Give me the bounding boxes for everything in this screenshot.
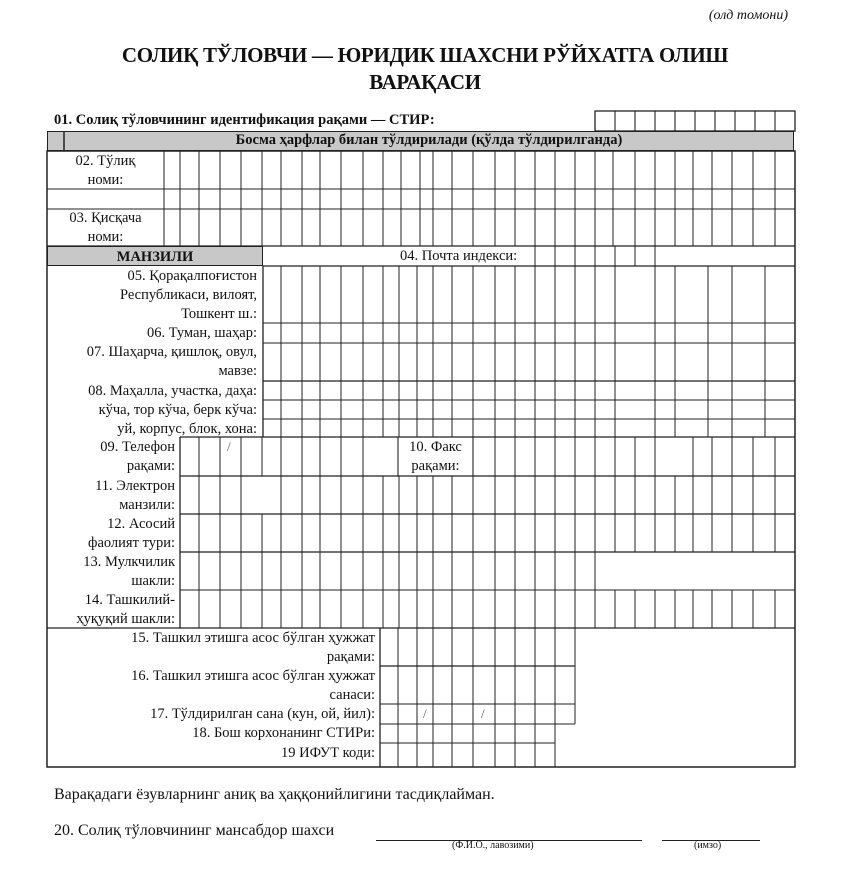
postal-index-input[interactable] xyxy=(535,246,655,266)
ifut-code-input[interactable] xyxy=(380,743,555,767)
ownership-form-input[interactable] xyxy=(180,552,595,590)
fill-date-separator-2: / xyxy=(481,706,485,721)
address-section-header: МАНЗИЛИ xyxy=(47,246,263,266)
region-label: 05. Қорақалпоғистон Республикаси, вилоят, Тошкент ш.: xyxy=(120,268,257,322)
official-name-input[interactable] xyxy=(376,823,642,839)
founding-doc-date-label: 16. Ташкил этишга асос бўлган ҳужжат санаси: xyxy=(131,668,375,703)
settlement-input[interactable] xyxy=(263,343,795,381)
district-label: 06. Туман, шаҳар: xyxy=(146,325,257,341)
phone-label: 09. Телефон рақами: xyxy=(100,439,175,474)
full-name-label: 02. Тўлиқ номи: xyxy=(75,153,136,188)
legal-form-label: 14. Ташкилий- ҳуқуқий шакли: xyxy=(76,592,175,627)
founding-doc-date-input[interactable] xyxy=(380,666,575,704)
region-input[interactable] xyxy=(263,266,795,323)
official-label: 20. Солиқ тўловчининг мансабдор шахси xyxy=(54,822,335,839)
founding-doc-number-input[interactable] xyxy=(380,628,575,666)
fill-date-input[interactable] xyxy=(380,704,575,724)
fill-date-separator-1: / xyxy=(423,706,427,721)
postal-index-label: 04. Почта индекси: xyxy=(400,248,518,264)
parent-company-stir-input[interactable] xyxy=(380,724,555,743)
confirmation-statement: Варақадаги ёзувларнинг аниқ ва ҳаққонийлигини тасдиқлайман. xyxy=(54,786,495,803)
signature-input[interactable] xyxy=(662,823,760,839)
title-line-2: ВАРАҚАСИ xyxy=(369,70,481,94)
title-line-1: СОЛИҚ ТЎЛОВЧИ — ЮРИДИК ШАХСНИ РЎЙХАТГА ОЛИШ xyxy=(121,43,729,67)
fax-label: 10. Факс рақами: xyxy=(409,439,462,474)
settlement-label: 07. Шаҳарча, қишлоқ, овул, мавзе: xyxy=(86,344,257,379)
main-activity-label: 12. Асосий фаолият тури: xyxy=(88,516,175,551)
page-side-note: (олд томони) xyxy=(708,8,788,23)
street-address-label: 08. Маҳалла, участка, даҳа: кўча, тор кўча, берк кўча: уй, корпус, блок, хона: xyxy=(88,383,257,437)
short-name-label: 03. Қисқача номи: xyxy=(69,210,142,245)
phone-input[interactable] xyxy=(180,437,398,476)
legal-form-input[interactable] xyxy=(180,590,795,628)
fax-input[interactable] xyxy=(473,437,795,476)
ifut-code-label: 19 ИФУТ коди: xyxy=(280,745,375,761)
stir-input[interactable] xyxy=(595,111,795,131)
main-activity-input[interactable] xyxy=(180,514,795,552)
fill-date-label: 17. Тўлдирилган сана (кун, ой, йил): xyxy=(150,706,375,722)
email-input[interactable] xyxy=(180,476,795,514)
signature-caption: (имзо) xyxy=(694,840,722,851)
email-label: 11. Электрон манзили: xyxy=(95,478,175,513)
district-input[interactable] xyxy=(263,323,795,343)
print-instruction-text: Босма ҳарфлар билан тўлдирилади (қўлда тўлдирилганда) xyxy=(235,132,623,148)
parent-company-stir-label: 18. Бош корхонанинг СТИРи: xyxy=(192,725,375,741)
ownership-form-label: 13. Мулкчилик шакли: xyxy=(83,554,175,589)
short-name-input[interactable] xyxy=(164,209,795,246)
name-position-caption: (Ф.И.О., лавозими) xyxy=(452,840,534,851)
stir-label: 01. Солиқ тўловчининг идентификация рақами — СТИР: xyxy=(54,112,435,128)
street-address-input[interactable] xyxy=(263,381,795,437)
full-name-input[interactable] xyxy=(164,151,795,209)
founding-doc-number-label: 15. Ташкил этишга асос бўлган ҳужжат рақами: xyxy=(131,630,375,665)
phone-separator: / xyxy=(227,439,231,454)
